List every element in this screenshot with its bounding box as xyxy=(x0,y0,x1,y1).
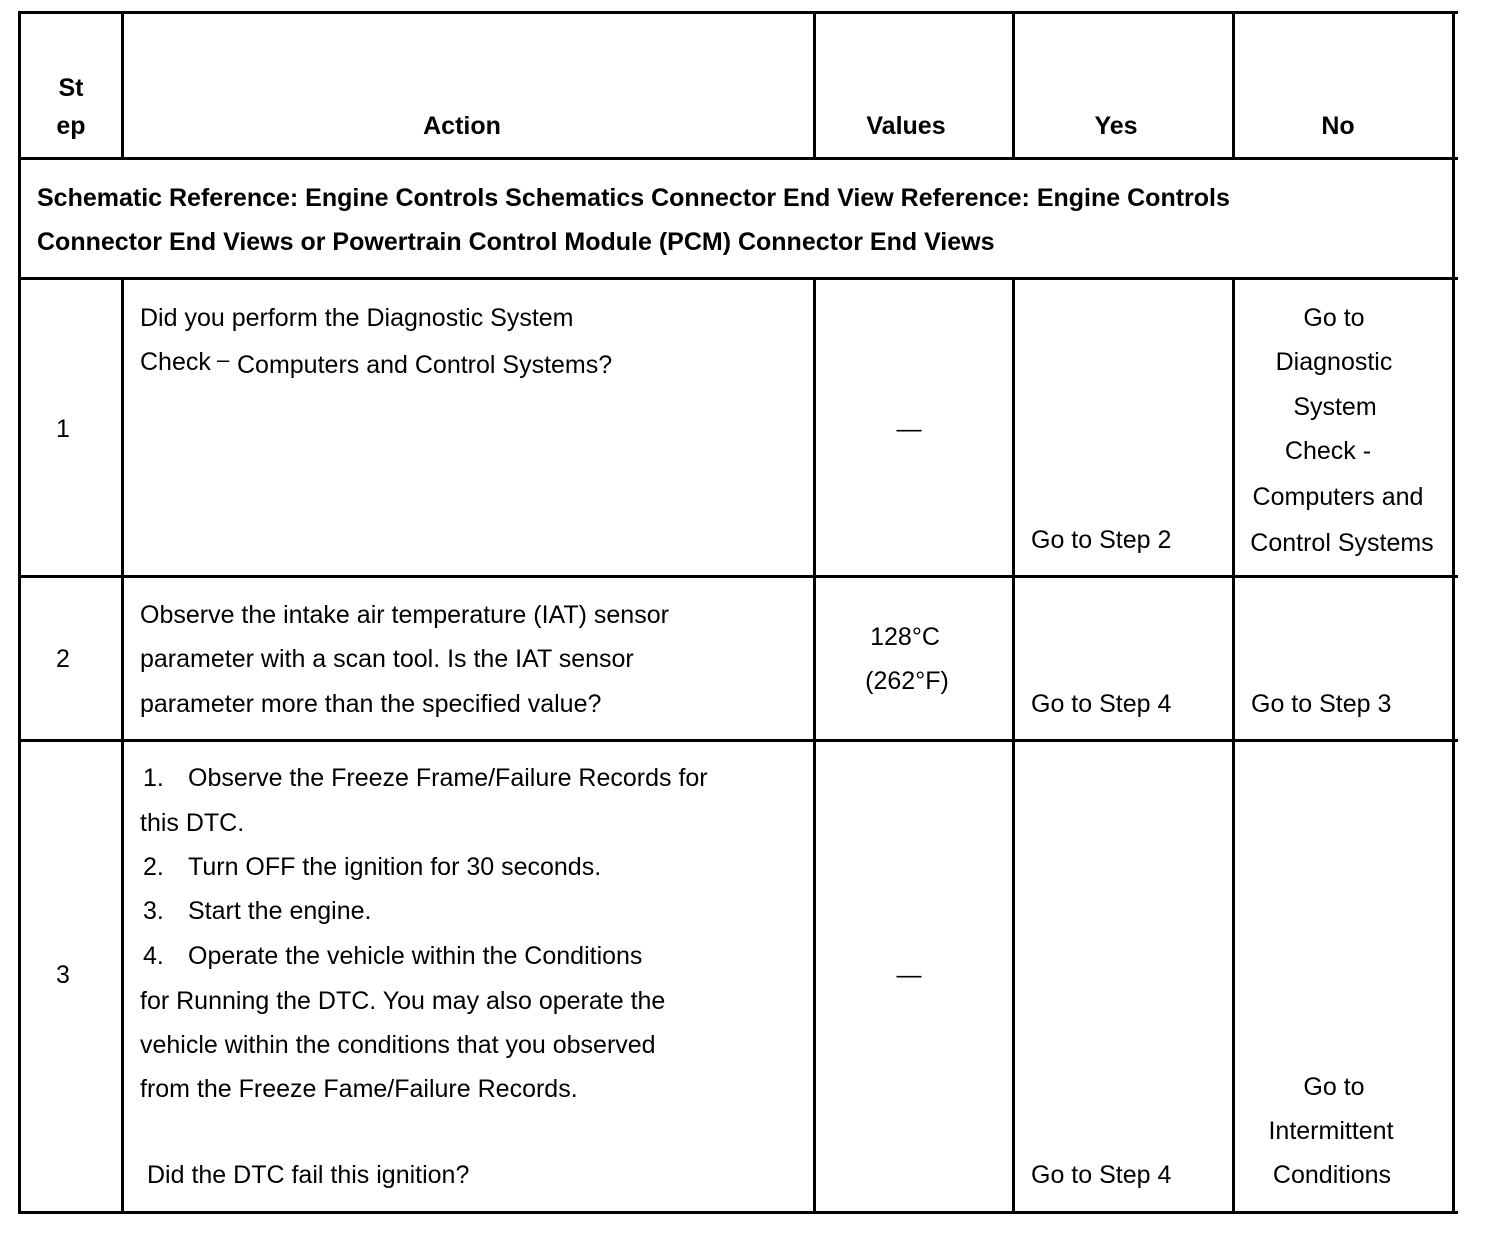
no-link-line: Go to xyxy=(1303,304,1365,332)
action-line: Computers and Control Systems? xyxy=(237,351,613,379)
action-line: parameter with a scan tool. Is the IAT sensor xyxy=(140,645,634,673)
col-divider-values-body xyxy=(1012,277,1015,1214)
header-step-line2: ep xyxy=(56,112,86,140)
table-border-right xyxy=(1452,11,1455,1214)
reference-line-2: Connector End Views or Powertrain Control Module (PCM) Connector End Views xyxy=(37,228,995,256)
list-text: Turn OFF the ignition for 30 seconds. xyxy=(188,853,602,881)
value-line: 128°C xyxy=(870,623,940,651)
step-number: 1 xyxy=(56,415,70,443)
action-line: vehicle within the conditions that you observed xyxy=(140,1031,656,1059)
table-border-bottom xyxy=(18,1211,1458,1214)
step-number: 2 xyxy=(56,645,70,673)
action-line: from the Freeze Fame/Failure Records. xyxy=(140,1075,578,1103)
header-values: Values xyxy=(866,112,946,140)
no-link-line: System xyxy=(1293,393,1377,421)
list-number: 3. xyxy=(143,897,164,925)
row-1-divider xyxy=(18,575,1458,578)
col-divider-step-body xyxy=(121,277,124,1214)
action-line: Did you perform the Diagnostic System xyxy=(140,304,574,332)
no-link[interactable]: Go to Step 3 xyxy=(1251,690,1392,718)
action-line: Check xyxy=(140,348,211,376)
no-link-line: Go to xyxy=(1303,1073,1365,1101)
no-link-line: Control Systems xyxy=(1250,529,1434,557)
yes-link[interactable]: Go to Step 4 xyxy=(1031,690,1172,718)
no-link-line: Diagnostic xyxy=(1275,348,1393,376)
no-link-line: Intermittent xyxy=(1268,1117,1394,1145)
header-no: No xyxy=(1321,112,1355,140)
no-link-line: Conditions xyxy=(1272,1161,1392,1189)
list-text: Observe the Freeze Frame/Failure Records for xyxy=(188,764,708,792)
list-number: 2. xyxy=(143,853,164,881)
table-border-top xyxy=(18,11,1458,14)
header-yes: Yes xyxy=(1094,112,1138,140)
no-link-line: Check - xyxy=(1284,437,1372,465)
header-divider xyxy=(18,157,1458,160)
list-text: Operate the vehicle within the Conditions xyxy=(188,942,643,970)
yes-link[interactable]: Go to Step 4 xyxy=(1031,1161,1172,1189)
action-line: for Running the DTC. You may also operate the xyxy=(140,987,666,1015)
value-dash: — xyxy=(896,415,922,443)
value-dash: — xyxy=(896,961,922,989)
no-link-line: Computers and xyxy=(1252,483,1424,511)
list-text: Start the engine. xyxy=(188,897,372,925)
value-line: (262°F) xyxy=(865,667,949,695)
reference-divider xyxy=(18,277,1458,280)
step-number: 3 xyxy=(56,961,70,989)
row-2-divider xyxy=(18,739,1458,742)
table-border-left xyxy=(18,11,21,1214)
action-line: Observe the intake air temperature (IAT) sensor xyxy=(140,601,669,629)
action-question: Did the DTC fail this ignition? xyxy=(147,1161,470,1189)
action-line: this DTC. xyxy=(140,809,245,837)
yes-link[interactable]: Go to Step 2 xyxy=(1031,526,1172,554)
action-line: parameter more than the specified value? xyxy=(140,690,602,718)
list-number: 1. xyxy=(143,764,164,792)
list-number: 4. xyxy=(143,942,164,970)
action-dash: – xyxy=(217,347,230,372)
reference-line-1: Schematic Reference: Engine Controls Schematics Connector End View Reference: Engine Controls xyxy=(37,184,1230,212)
header-step-line1: St xyxy=(58,74,84,102)
header-action: Action xyxy=(423,112,501,140)
